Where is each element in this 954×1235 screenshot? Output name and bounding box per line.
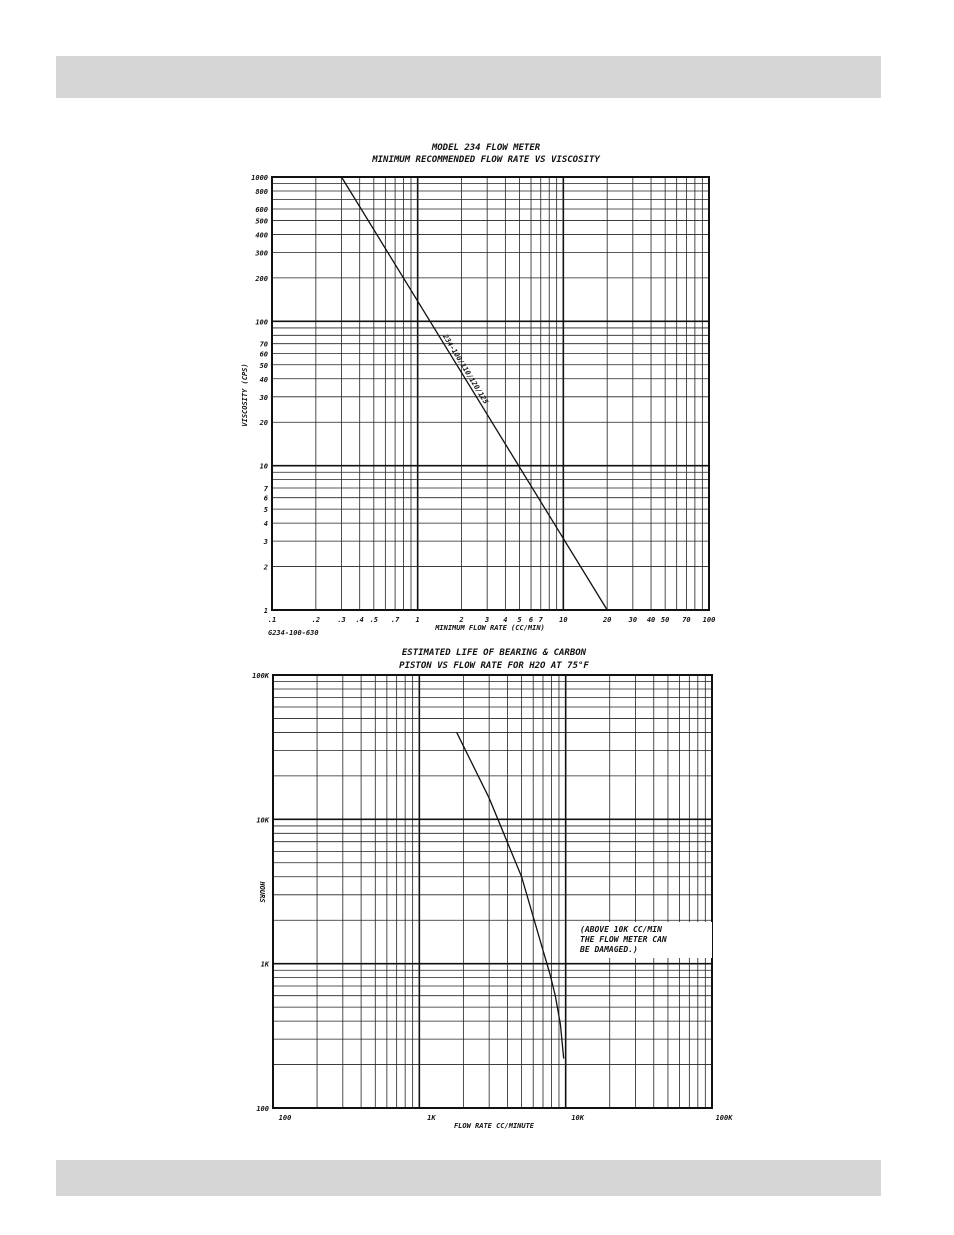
y-tick-label-21: 1000 <box>251 174 268 182</box>
x-tick-label-1: 1K <box>427 1114 436 1122</box>
x-tick-label-16: 40 <box>646 616 656 624</box>
x-tick-label-4: .5 <box>369 616 379 624</box>
plot-frame <box>272 177 709 610</box>
x-tick-label-5: .7 <box>390 616 400 624</box>
series-label-0: 234-100/110/120/125 <box>441 333 490 406</box>
y-tick-label-4: 5 <box>263 506 268 515</box>
chart1-xlabel: MINIMUM FLOW RATE (CC/MIN) <box>435 624 545 632</box>
y-tick-label-12: 60 <box>259 350 268 359</box>
chart-bearing-life-vs-flow <box>0 640 954 1140</box>
x-tick-label-10: 5 <box>517 616 522 624</box>
chart2-xlabel: FLOW RATE CC/MINUTE <box>453 1122 535 1130</box>
chart2-title: ESTIMATED LIFE OF BEARING & CARBON <box>401 648 587 658</box>
y-tick-label-2: 10K <box>256 816 269 825</box>
chart2-subtitle: PISTON VS FLOW RATE FOR H2O AT 75°F <box>399 661 589 671</box>
y-tick-label-1: 2 <box>263 563 268 572</box>
chart2-note-line-2: THE FLOW METER CAN <box>580 935 667 944</box>
x-tick-label-9: 4 <box>503 616 508 624</box>
y-tick-label-3: 100K <box>252 672 269 680</box>
chart2-series <box>457 732 564 1058</box>
x-tick-label-3: .4 <box>355 616 364 624</box>
y-tick-label-13: 70 <box>259 340 268 349</box>
series-line-0 <box>457 732 564 1058</box>
y-tick-label-20: 800 <box>255 187 268 196</box>
chart2-tick-labels <box>252 672 733 1122</box>
chart2-note-line-1: (ABOVE 10K CC/MIN <box>580 925 662 934</box>
y-tick-label-2: 3 <box>263 538 268 547</box>
x-tick-label-8: 3 <box>485 616 490 624</box>
y-tick-label-6: 7 <box>263 485 268 494</box>
x-tick-label-7: 2 <box>459 616 464 624</box>
chart1-grid <box>272 177 709 610</box>
x-tick-label-12: 7 <box>538 616 543 624</box>
footer-band <box>56 1160 881 1196</box>
x-tick-label-19: 100 <box>702 616 716 624</box>
x-tick-label-0: .1 <box>267 616 277 624</box>
chart1-ylabel: VISCOSITY (CPS) <box>241 363 249 427</box>
y-tick-label-14: 100 <box>255 318 268 327</box>
chart1-code-label: G234-100-630 <box>268 629 319 637</box>
y-tick-label-15: 200 <box>255 274 268 283</box>
x-tick-label-13: 10 <box>559 616 568 624</box>
series-line-0 <box>342 177 608 610</box>
x-tick-label-14: 20 <box>602 616 612 624</box>
y-tick-label-1: 1K <box>260 960 269 969</box>
x-tick-label-6: 1 <box>415 616 420 624</box>
x-tick-label-15: 30 <box>628 616 638 624</box>
y-tick-label-18: 500 <box>255 217 268 226</box>
y-tick-label-19: 600 <box>255 206 268 215</box>
y-tick-label-10: 40 <box>259 375 268 384</box>
x-tick-label-11: 6 <box>528 616 534 624</box>
x-tick-label-18: 70 <box>682 616 691 624</box>
y-tick-label-5: 6 <box>263 494 268 503</box>
x-tick-label-2: .3 <box>337 616 346 624</box>
x-tick-label-0: 100 <box>278 1114 292 1122</box>
chart1-subtitle: MINIMUM RECOMMENDED FLOW RATE VS VISCOSITY <box>372 155 600 165</box>
y-tick-label-3: 4 <box>263 520 268 529</box>
x-tick-label-2: 10K <box>571 1114 584 1122</box>
chart2-ylabel: HOURS <box>258 881 266 903</box>
plot-frame <box>273 675 712 1108</box>
y-tick-label-16: 300 <box>255 249 268 258</box>
chart2-grid <box>273 675 712 1108</box>
y-tick-label-7: 10 <box>259 462 268 471</box>
chart2-note-line-3: BE DAMAGED.) <box>580 945 638 954</box>
x-tick-label-1: .2 <box>311 616 321 624</box>
x-tick-label-3: 100K <box>715 1114 733 1122</box>
x-tick-label-17: 50 <box>660 616 670 624</box>
y-tick-label-0: 100 <box>256 1105 269 1113</box>
y-tick-label-17: 400 <box>255 231 268 240</box>
y-tick-label-9: 30 <box>259 393 268 402</box>
chart1-title: MODEL 234 FLOW METER <box>431 143 541 153</box>
y-tick-label-11: 50 <box>259 361 268 370</box>
y-tick-label-8: 20 <box>259 419 268 428</box>
y-tick-label-0: 1 <box>263 607 268 615</box>
chart1-series <box>342 177 608 610</box>
